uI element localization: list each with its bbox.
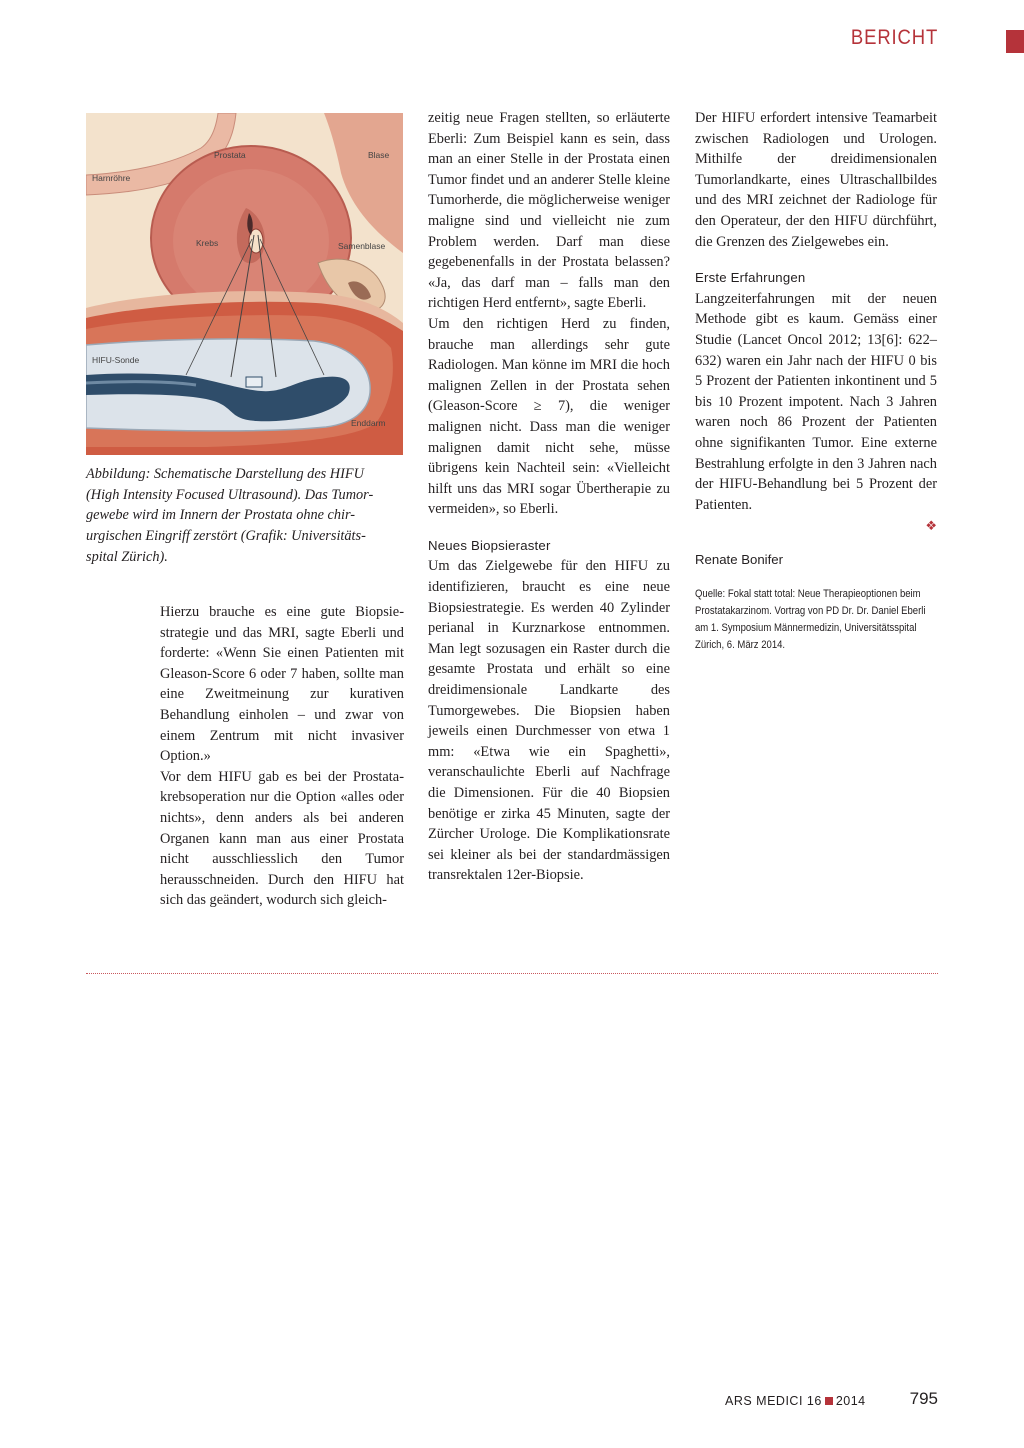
label-samenblase: Samenblase — [338, 241, 386, 251]
text-column-2 — [428, 108, 670, 886]
text-column-3 — [695, 108, 937, 654]
end-of-article-icon: ❖ — [925, 518, 937, 534]
dotted-divider — [86, 973, 938, 974]
hifu-diagram-svg — [86, 113, 403, 455]
spacer — [428, 520, 670, 536]
text-column-1 — [160, 602, 404, 911]
caption-line: spital Zürich). — [86, 548, 168, 565]
hifu-illustration — [86, 113, 403, 455]
paragraph: Hierzu brauche es eine gute Biopsie-strategie und das MRI, sagte Eberli und forderte: «Wenn Sie einen Patienten mit Gleason-Score 6 oder 7 haben, sollte man eine Zweitmeinung zur kurativen Behandlung einholen – und zwar von einem Zentrum mit nicht invasiver Option.» — [160, 604, 404, 765]
subheading-erste-erfahrungen: Erste Erfahrungen — [695, 270, 806, 286]
caption-line: Abbildung: Schematische Darstellung des HIFU — [86, 466, 364, 482]
author-name: Renate Bonifer — [695, 552, 783, 568]
caption-line: urgischen Eingriff zerstört (Grafik: Universitäts- — [86, 528, 366, 545]
journal-year: 2014 — [835, 1394, 866, 1408]
section-header: BERICHT — [850, 26, 938, 49]
paragraph: zeitig neue Fragen stellten, so erläuterte Eberli: Zum Beispiel kann es sein, dass man an einer Stelle in der Prostata einen Tumor findet und an anderer Stelle kleine Tumorherde, die möglicherweise weniger maligne sind und vielleicht nie zum Problem werden. Darf man diese gegebenenfalls in der Prostata belassen? «Ja, das darf man – falls man den richtigen Herd entfernt», sagte Eberli. — [428, 110, 670, 312]
page-number: 795 — [909, 1389, 938, 1408]
label-hifu-sonde: HIFU-Sonde — [92, 355, 140, 365]
label-prostata: Prostata — [214, 150, 246, 160]
spacer — [695, 252, 937, 268]
label-krebs: Krebs — [196, 238, 219, 248]
source-reference: Quelle: Fokal statt total: Neue Therapieoptionen beim Prostatakarzinom. Vortrag von PD Dr. Dr. Daniel Eberli am 1. Symposium Männermedizin, Universitätsspital Zürich, 6. März 2014. — [695, 588, 926, 652]
caption-line: gewebe wird im Innern der Prostata ohne chir- — [86, 507, 356, 524]
paragraph: Um das Zielgewebe für den HIFU zu identifizieren, braucht es eine neue Biopsiestrategie. Es werden 40 Zylinder perianal in Kurznarkose entnommen. Man legt sozusagen ein Raster durch die gesamte Prostata und erhält so eine dreidimensionale Landkarte des Tumorgewebes. Die Biopsien haben jeweils einen Durchmesser von etwa 1 mm: «Etwa wie ein Spaghetti», veranschaulichte Eberli auf Nachfrage die Dimensionen. Für die 40 Biopsien benötige er zirka 45 Minuten, sagte der Zürcher Urologe. Die Komplikationsrate sei kleiner als bei der standardmässigen transrektalen 12er-Biopsie. — [428, 558, 670, 884]
paragraph: Der HIFU erfordert intensive Teamarbeit zwischen Radiologen und Urologen. Mithilfe der dreidimensionalen Tumorlandkarte, eines Ultraschallbildes und des MRI zeichnet der Radiologe für den Operateur, der den HIFU dürchführt, die Grenzen des Zielgewebes ein. — [695, 110, 937, 250]
paragraph: Vor dem HIFU gab es bei der Prostata-krebsoperation nur die Option «alles oder nichts», denn anders als bei anderen Organen kann man aus einer Prostata nicht ausschliesslich den Tumor herausschneiden. Durch den HIFU hat sich das geändert, wodurch sich gleich- — [160, 768, 404, 909]
subheading-biopsieraster: Neues Biopsieraster — [428, 537, 551, 553]
paragraph: Langzeiterfahrungen mit der neuen Methode gibt es kaum. Gemäss einer Studie (Lancet Oncol 2012; 13[6]: 622–632) waren ein Jahr nach der HIFU 0 bis 5 Prozent der Patienten inkontinent und 5 bis 10 Prozent impotent. Nach 3 Jahren waren noch 86 Prozent der Patienten ohne signifikanten Tumor. Eine externe Bestrahlung erfolgte in den 3 Jahren nach der HIFU-Behandlung bei 5 Prozent der Patienten. — [695, 290, 937, 513]
caption-line: (High Intensity Focused Ultrasound). Das Tumor- — [86, 486, 374, 503]
journal-name: ARS MEDICI 16 — [725, 1394, 822, 1408]
figure-caption — [86, 464, 404, 568]
label-harnroehre: Harnröhre — [92, 173, 131, 183]
label-blase: Blase — [368, 150, 390, 160]
square-bullet-icon — [825, 1397, 833, 1405]
footer-journal — [725, 1394, 866, 1408]
paragraph: Um den richtigen Herd zu finden, brauche man allerdings sehr gute Radiologen. Man könne im MRI die hoch malignen Zellen in der Prostata sehen (Gleason-Score ≥ 7), die weniger malignen nicht. Dass man die weniger malignen damit nicht sehe, müsse übrigens kein Nachteil sein: «Vielleicht hilft uns das MRI sogar Übertherapie zu vermeiden», so Eberli. — [428, 315, 670, 518]
label-enddarm: Enddarm — [351, 418, 386, 428]
section-color-bar — [1006, 30, 1024, 53]
